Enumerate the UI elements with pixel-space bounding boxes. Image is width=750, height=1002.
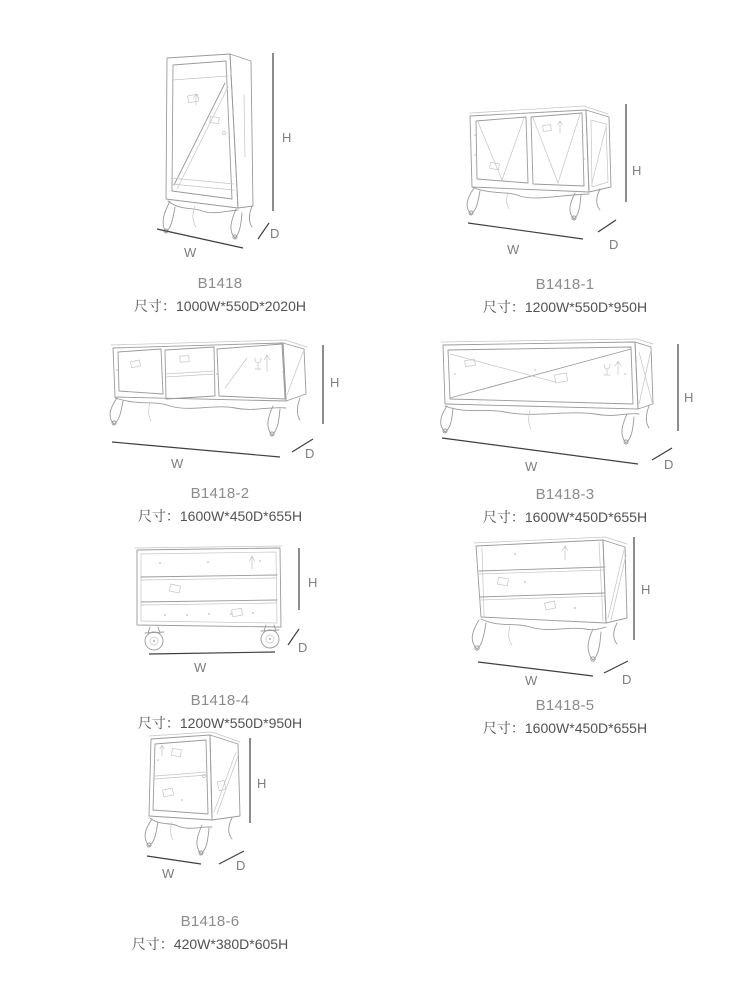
product-drawing-long-cabinet <box>435 330 695 480</box>
width-dim-line <box>112 442 280 457</box>
depth-dim-label: D <box>622 672 632 687</box>
width-dim-line <box>157 229 243 248</box>
width-dim-label: W <box>525 673 538 688</box>
product-size: 尺寸：1600W*450D*655H <box>137 508 303 524</box>
product-model: B1418-4 <box>190 692 250 709</box>
product-caption <box>70 485 370 525</box>
product-size: 尺寸：1200W*550D*950H <box>482 299 648 315</box>
cabinet-sketch <box>110 340 307 436</box>
product-size: 尺寸：1600W*450D*655H <box>482 509 648 525</box>
cabinet-sketch <box>472 537 627 661</box>
depth-dim-label: D <box>305 446 315 461</box>
dimension-annotations <box>149 548 317 675</box>
cabinet-sketch <box>135 546 282 650</box>
product-model: B1418-6 <box>180 913 240 930</box>
width-dim-line <box>468 223 583 239</box>
product-size: 尺寸：1600W*450D*655H <box>482 720 648 736</box>
depth-dim-label: D <box>664 457 674 472</box>
height-dim-label: H <box>308 575 318 590</box>
product-model: B1418 <box>197 275 243 292</box>
dimension-annotations <box>112 345 339 471</box>
width-dim-label: W <box>162 866 175 881</box>
height-dim-label: H <box>684 390 694 405</box>
product-size: 尺寸：420W*380D*605H <box>131 936 289 952</box>
cabinet-sketch <box>441 339 653 444</box>
product-drawing-sideboard <box>450 95 665 270</box>
product-caption <box>60 913 360 953</box>
width-dim-line <box>149 652 275 654</box>
product-drawing-tv-stand <box>95 330 345 475</box>
product-b1418-5 <box>415 530 715 737</box>
depth-dim-label: D <box>270 226 280 241</box>
product-caption <box>70 692 370 732</box>
product-caption <box>415 276 715 316</box>
depth-dim-line <box>258 223 269 239</box>
product-drawing-wardrobe <box>140 35 320 265</box>
dimension-annotations <box>442 344 693 474</box>
cabinet-sketch <box>163 54 253 239</box>
product-b1418-4 <box>70 535 370 732</box>
width-dim-label: W <box>194 660 207 675</box>
width-dim-label: W <box>507 242 520 257</box>
dimension-annotations <box>478 537 650 688</box>
product-b1418-1 <box>415 95 715 316</box>
product-model: B1418-1 <box>535 276 595 293</box>
product-drawing-caster-chest <box>120 535 335 690</box>
height-dim-label: H <box>257 776 267 791</box>
depth-dim-line <box>598 220 616 232</box>
depth-dim-label: D <box>298 640 308 655</box>
cabinet-sketch <box>467 106 611 220</box>
product-drawing-dresser <box>455 530 680 695</box>
product-model: B1418-2 <box>190 485 250 502</box>
width-dim-line <box>147 856 201 864</box>
depth-dim-label: D <box>609 237 619 252</box>
product-b1418 <box>70 35 370 315</box>
product-model: B1418-5 <box>535 697 595 714</box>
product-b1418-6 <box>60 730 360 953</box>
depth-dim-label: D <box>236 858 246 873</box>
height-dim-label: H <box>282 130 292 145</box>
product-b1418-3 <box>415 330 715 526</box>
width-dim-label: W <box>171 456 184 471</box>
product-model: B1418-3 <box>535 486 595 503</box>
product-caption <box>415 486 715 526</box>
product-size: 尺寸：1000W*550D*2020H <box>134 298 306 314</box>
height-dim-label: H <box>641 582 651 597</box>
product-b1418-2 <box>70 330 370 525</box>
height-dim-label: H <box>632 163 642 178</box>
width-dim-label: W <box>525 459 538 474</box>
product-caption <box>70 275 370 315</box>
width-dim-line <box>442 438 638 464</box>
width-dim-label: W <box>184 245 197 260</box>
cabinet-sketch <box>145 732 240 855</box>
height-dim-label: H <box>330 375 340 390</box>
product-caption <box>415 697 715 737</box>
product-drawing-nightstand <box>120 730 295 905</box>
product-size: 尺寸：1200W*550D*950H <box>137 715 303 731</box>
